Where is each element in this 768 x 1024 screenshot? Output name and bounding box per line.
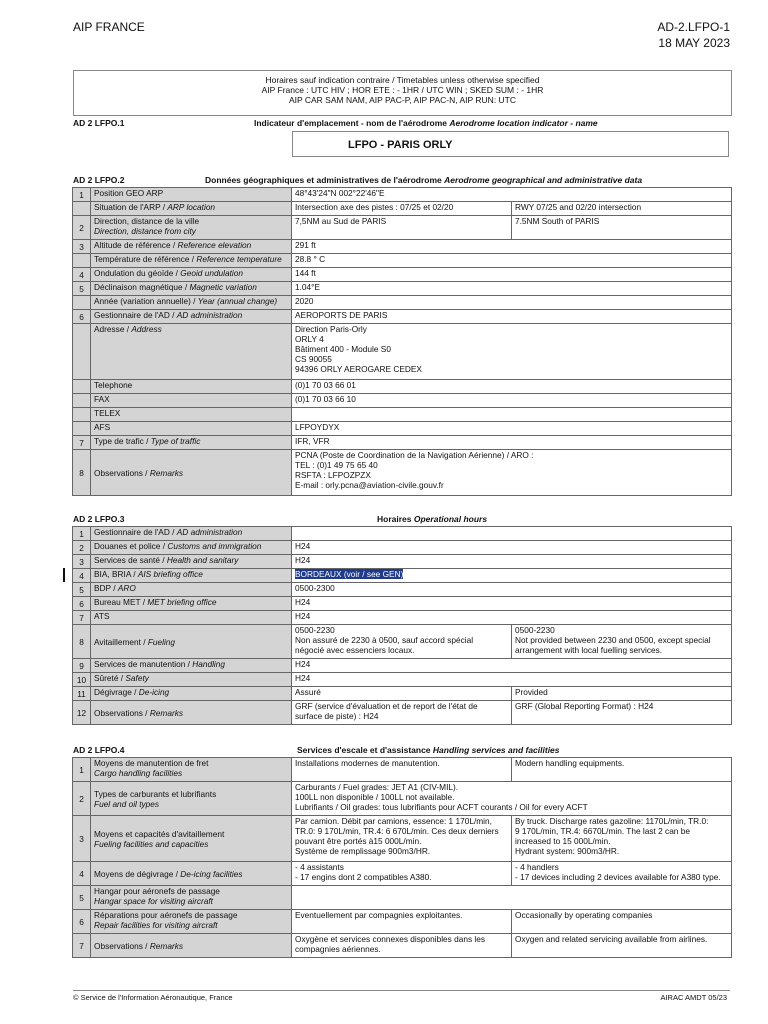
- row-label: Sûreté / Safety: [91, 673, 292, 687]
- row-label: Services de manutention / Handling: [91, 659, 292, 673]
- table-row: [73, 310, 732, 324]
- row-label: Ondulation du géoïde / Geoid undulation: [91, 268, 292, 282]
- row-value-en: GRF (Global Reporting Format) : H24: [512, 701, 732, 725]
- section-3-title-fr: Horaires: [377, 514, 412, 524]
- row-value-en: Oxygen and related servicing available from airlines.: [512, 934, 732, 958]
- row-value-en: RWY 07/25 and 02/20 intersection: [512, 202, 732, 216]
- row-label: Services de santé / Health and sanitary: [91, 555, 292, 569]
- remarks-value: PCNA (Poste de Coordination de la Navigation Aérienne) / ARO : TEL : (0)1 49 75 65 40 RSFTA : LFPOZPZX E-mail : orly.pcna@aviation-civile.gouv.fr: [292, 450, 732, 496]
- row-value: 291 ft: [292, 240, 732, 254]
- row-number: [73, 324, 91, 380]
- row-label: Moyens de dégivrage / De-icing facilities: [91, 862, 292, 886]
- operational-hours-table: [72, 526, 732, 725]
- table-row: [73, 611, 732, 625]
- row-number: [73, 394, 91, 408]
- row-label: Type de trafic / Type of traffic: [91, 436, 292, 450]
- row-number: 2: [73, 541, 91, 555]
- row-value-fr: 7,5NM au Sud de PARIS: [292, 216, 512, 240]
- row-number: 3: [73, 816, 91, 862]
- row-value-fr: - 4 assistants - 17 engins dont 2 compatibles A380.: [292, 862, 512, 886]
- section-4-title: [297, 745, 560, 755]
- row-number: 7: [73, 436, 91, 450]
- section-2-title-fr: Données géographiques et administratives de l'aérodrome: [205, 175, 442, 185]
- row-label: Adresse / Address: [91, 324, 292, 380]
- row-number: 2: [73, 216, 91, 240]
- row-value: AEROPORTS DE PARIS: [292, 310, 732, 324]
- row-value: H24: [292, 555, 732, 569]
- row-value-en: Occasionally by operating companies: [512, 910, 732, 934]
- table-row: [73, 597, 732, 611]
- row-number: 4: [73, 569, 91, 583]
- table-row: [73, 569, 732, 583]
- table-row: [73, 380, 732, 394]
- section-2-title-en: Aerodrome geographical and administrative data: [444, 175, 643, 185]
- row-number: 4: [73, 268, 91, 282]
- header-page-code: AD-2.LFPO-1: [657, 20, 730, 34]
- note-line-3: AIP CAR SAM NAM, AIP PAC-P, AIP PAC-N, AIP RUN: UTC: [288, 95, 517, 105]
- row-number: 9: [73, 659, 91, 673]
- row-label: Direction, distance de la ville Direction, distance from city: [91, 216, 292, 240]
- row-number: 2: [73, 782, 91, 816]
- section-2-title: [205, 175, 642, 185]
- telex-value: [292, 408, 732, 422]
- table-row: [73, 886, 732, 910]
- row-number: 3: [73, 240, 91, 254]
- table-row: [73, 202, 732, 216]
- header-aip-france: AIP FRANCE: [73, 20, 145, 34]
- row-number: 7: [73, 611, 91, 625]
- row-label: BIA, BRIA / AIS briefing office: [91, 569, 292, 583]
- row-value: H24: [292, 597, 732, 611]
- table-row: [73, 240, 732, 254]
- row-label: Types de carburants et lubrifiants Fuel and oil types: [91, 782, 292, 816]
- row-number: [73, 296, 91, 310]
- row-value-fr: Oxygène et services connexes disponibles dans les compagnies aériennes.: [292, 934, 512, 958]
- note-line-1: Horaires sauf indication contraire / Timetables unless otherwise specified: [265, 75, 540, 85]
- note-line-2: AIP France : UTC HIV ; HOR ETE : - 1HR / UTC WIN ; SKED SUM : - 1HR: [261, 85, 544, 95]
- row-number: 4: [73, 862, 91, 886]
- section-3-id: AD 2 LFPO.3: [73, 514, 125, 524]
- table-row: [73, 268, 732, 282]
- row-number: 1: [73, 188, 91, 202]
- row-number: 6: [73, 910, 91, 934]
- row-number: 5: [73, 886, 91, 910]
- row-label: Position GEO ARP: [91, 188, 292, 202]
- row-label: Observations / Remarks: [91, 701, 292, 725]
- afs-value: LFPOYDYX: [292, 422, 732, 436]
- row-value-en: Provided: [512, 687, 732, 701]
- row-value-fr: Installations modernes de manutention.: [292, 758, 512, 782]
- table-row: [73, 394, 732, 408]
- row-label: Moyens de manutention de fret Cargo handling facilities: [91, 758, 292, 782]
- text-cursor: [63, 568, 65, 582]
- section-3-title-en: Operational hours: [413, 514, 488, 524]
- row-value-fr: Par camion. Débit par camions, essence: 1 170L/min, TR.0: 9 170L/min, TR.4: 6 670L/min. Ces deux derniers pouvant être portés à15 000L/min. Système de remplissage 900m3/HR.: [292, 816, 512, 862]
- row-label: Situation de l'ARP / ARP location: [91, 202, 292, 216]
- row-value-fr: Eventuellement par compagnies exploitantes.: [292, 910, 512, 934]
- row-label: Réparations pour aéronefs de passage Repair facilities for visiting aircraft: [91, 910, 292, 934]
- section-4-title-en: Handling services and facilities: [432, 745, 560, 755]
- footer-copyright: © Service de l'Information Aéronautique, France: [73, 993, 233, 1002]
- row-label: Douanes et police / Customs and immigration: [91, 541, 292, 555]
- row-label: AFS: [91, 422, 292, 436]
- row-value-fr: 0500-2230 Non assuré de 2230 à 0500, sauf accord spécial négocié avec essenciers locaux.: [292, 625, 512, 659]
- row-label: BDP / ARO: [91, 583, 292, 597]
- table-row: [73, 862, 732, 886]
- row-value-en: - 4 handlers - 17 devices including 2 devices available for A380 type.: [512, 862, 732, 886]
- row-value-en: By truck. Discharge rates gazoline: 1170L/min, TR.0: 9 170L/min, TR.4: 6670L/min. The last 2 can be increased to 15 000L/min. Hydrant system: 900m3/HR.: [512, 816, 732, 862]
- telephone-value: (0)1 70 03 66 01: [292, 380, 732, 394]
- row-number: [73, 380, 91, 394]
- footer-rule: [73, 990, 730, 991]
- row-number: 1: [73, 527, 91, 541]
- section-1-title-fr: Indicateur d'emplacement - nom de l'aérodrome: [254, 118, 447, 128]
- table-row: [73, 436, 732, 450]
- aerodrome-name: LFPO - PARIS ORLY: [292, 131, 729, 157]
- section-4-id: AD 2 LFPO.4: [73, 745, 125, 755]
- table-row: [73, 625, 732, 659]
- row-label: Telephone: [91, 380, 292, 394]
- table-row: [73, 408, 732, 422]
- row-value-en: Modern handling equipments.: [512, 758, 732, 782]
- row-value-fr: Assuré: [292, 687, 512, 701]
- row-value: 1.04°E: [292, 282, 732, 296]
- row-label: FAX: [91, 394, 292, 408]
- row-label: Avitaillement / Fueling: [91, 625, 292, 659]
- row-number: 5: [73, 282, 91, 296]
- table-row: [73, 296, 732, 310]
- row-value: 48°43'24"N 002°22'46"E: [292, 188, 732, 202]
- row-number: 10: [73, 673, 91, 687]
- row-label: Altitude de référence / Reference elevation: [91, 240, 292, 254]
- ais-briefing-value[interactable]: [292, 569, 732, 583]
- address-value: Direction Paris-Orly ORLY 4 Bâtiment 400 - Module S0 CS 90055 94396 ORLY AEROGARE CEDEX: [292, 324, 732, 380]
- table-row: [73, 673, 732, 687]
- section-4-title-fr: Services d'escale et d'assistance: [297, 745, 431, 755]
- row-number: 12: [73, 701, 91, 725]
- row-number: [73, 408, 91, 422]
- table-row: [73, 583, 732, 597]
- table-row: [73, 282, 732, 296]
- table-row: [73, 934, 732, 958]
- table-row: [73, 782, 732, 816]
- row-value: H24: [292, 673, 732, 687]
- row-value: 2020: [292, 296, 732, 310]
- row-number: 5: [73, 583, 91, 597]
- fax-value: (0)1 70 03 66 10: [292, 394, 732, 408]
- table-row: [73, 254, 732, 268]
- row-number: [73, 422, 91, 436]
- row-value: 0500-2300: [292, 583, 732, 597]
- row-label: Température de référence / Reference temperature: [91, 254, 292, 268]
- row-value: 28.8 ° C: [292, 254, 732, 268]
- row-number: 6: [73, 310, 91, 324]
- row-label: Dégivrage / De-icing: [91, 687, 292, 701]
- table-row: [73, 188, 732, 202]
- row-value: H24: [292, 611, 732, 625]
- header-date: 18 MAY 2023: [658, 36, 730, 50]
- row-label: Moyens et capacités d'avitaillement Fueling facilities and capacities: [91, 816, 292, 862]
- row-value-fr: GRF (service d'évaluation et de report de l'état de surface de piste) : H24: [292, 701, 512, 725]
- row-number: 6: [73, 597, 91, 611]
- row-value: H24: [292, 659, 732, 673]
- row-label: Déclinaison magnétique / Magnetic variation: [91, 282, 292, 296]
- table-row: [73, 701, 732, 725]
- row-number: 8: [73, 625, 91, 659]
- row-number: 3: [73, 555, 91, 569]
- row-value-fr: Intersection axe des pistes : 07/25 et 02/20: [292, 202, 512, 216]
- row-label: Bureau MET / MET briefing office: [91, 597, 292, 611]
- table-row: [73, 527, 732, 541]
- table-row: [73, 541, 732, 555]
- table-row: [73, 816, 732, 862]
- row-label: Année (variation annuelle) / Year (annual change): [91, 296, 292, 310]
- selected-text[interactable]: BORDEAUX (voir / see GEN): [295, 569, 404, 579]
- table-row: [73, 687, 732, 701]
- row-value: [292, 527, 732, 541]
- row-number: 1: [73, 758, 91, 782]
- table-row: [73, 910, 732, 934]
- row-number: 8: [73, 450, 91, 496]
- timetable-note: [73, 70, 732, 116]
- table-row: [73, 555, 732, 569]
- section-1-id: AD 2 LFPO.1: [73, 118, 125, 128]
- row-value: [292, 886, 732, 910]
- row-label: ATS: [91, 611, 292, 625]
- geo-admin-table: [72, 187, 732, 496]
- row-value: Carburants / Fuel grades: JET A1 (CIV-MIL). 100LL non disponible / 100LL not available. Lubrifiants / Oil grades: tous lubrifiants pour ACFT courants / Oil for every ACFT: [292, 782, 732, 816]
- row-label: Observations / Remarks: [91, 934, 292, 958]
- handling-services-table: [72, 757, 732, 958]
- row-value-en: 0500-2230 Not provided between 2230 and 0500, except special arrangement with local fuelling services.: [512, 625, 732, 659]
- section-1-title: [254, 118, 598, 128]
- table-row: [73, 216, 732, 240]
- row-value: IFR, VFR: [292, 436, 732, 450]
- row-value: H24: [292, 541, 732, 555]
- row-number: 7: [73, 934, 91, 958]
- row-value: 144 ft: [292, 268, 732, 282]
- row-number: [73, 254, 91, 268]
- footer-airac: AIRAC AMDT 05/23: [660, 993, 727, 1002]
- table-row: [73, 450, 732, 496]
- row-label: TELEX: [91, 408, 292, 422]
- row-number: 11: [73, 687, 91, 701]
- section-2-id: AD 2 LFPO.2: [73, 175, 125, 185]
- table-row: [73, 324, 732, 380]
- section-3-title: [377, 514, 487, 524]
- section-1-title-en: Aerodrome location indicator - name: [449, 118, 598, 128]
- row-label: Gestionnaire de l'AD / AD administration: [91, 527, 292, 541]
- table-row: [73, 659, 732, 673]
- table-row: [73, 422, 732, 436]
- row-label: Observations / Remarks: [91, 450, 292, 496]
- row-number: [73, 202, 91, 216]
- table-row: [73, 758, 732, 782]
- row-label: Gestionnaire de l'AD / AD administration: [91, 310, 292, 324]
- row-label: Hangar pour aéronefs de passage Hangar space for visiting aircraft: [91, 886, 292, 910]
- row-value-en: 7.5NM South of PARIS: [512, 216, 732, 240]
